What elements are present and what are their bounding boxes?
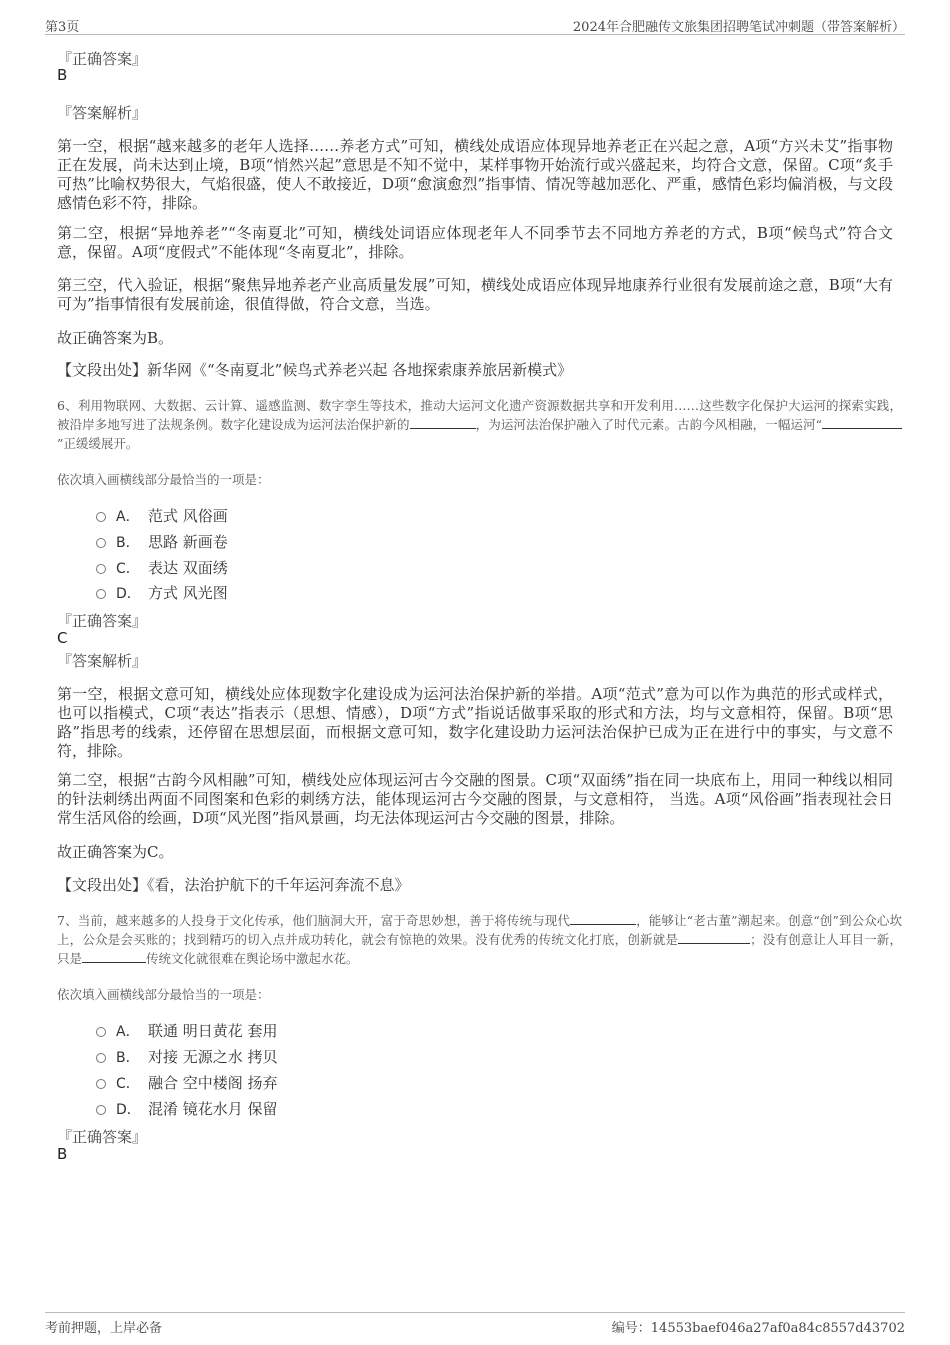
question-7-prompt: 依次填入画横线部分最恰当的一项是： bbox=[57, 987, 270, 1002]
explanation-paragraph: 第二空，根据“异地养老”“冬南夏北”可知，横线处词语应体现老年人不同季节去不同地方养老的方式，B项“候鸟式”符合文意，保留。A项“度假式”不能体现“冬南夏北”，排除。 bbox=[57, 224, 893, 261]
correct-answer: C bbox=[57, 629, 68, 647]
answer-label: 『正确答案』 bbox=[57, 612, 148, 630]
question-7-stem: 7、当前，越来越多的人投身于文化传承，他们脑洞大开，富于奇思妙想，善于将传统与现代 ，能够让“老古董”潮起来。创意“创”到公众心坎上，公众是会买账的；找到精巧的切入点并成功转化，就会有惊艳的效果。没有优秀的传统文化打底，创新就是 ；没有创意让人耳目一新，只是 传统文化就很难在舆论场中激起水花。 bbox=[57, 913, 902, 966]
page-footer bbox=[45, 1312, 905, 1337]
answer-label: 『正确答案』 bbox=[57, 1128, 148, 1146]
option-c[interactable]: C． 融合 空中楼阁 扬弃 bbox=[96, 1072, 278, 1092]
option-a[interactable]: A． 范式 风俗画 bbox=[96, 505, 228, 525]
page-header bbox=[45, 14, 905, 35]
conclusion: 故正确答案为B。 bbox=[57, 329, 174, 347]
explanation-paragraph: 第一空，根据文意可知，横线处应体现数字化建设成为运河法治保护新的举措。A项“范式”意为可以作为典范的形式或样式，也可以指模式，C项“表达”指表示（思想、情感），D项“方式”指说话做事采取的形式和方法，均与文意相符，保留。B项“思路”指思考的线索，还停留在思想层面，而根据文意可知，数字化建设助力运河法治保护已成为正在进行中的事实，与文意不符，排除。 bbox=[57, 685, 893, 760]
option-b[interactable]: B． 对接 无源之水 拷贝 bbox=[96, 1046, 278, 1066]
correct-answer: B bbox=[57, 66, 68, 84]
radio-icon[interactable] bbox=[96, 1105, 106, 1115]
document-title: 2024年合肥融传文旅集团招聘笔试冲刺题（带答案解析） bbox=[572, 20, 905, 35]
blank-line bbox=[678, 931, 750, 944]
option-a[interactable]: A． 联通 明日黄花 套用 bbox=[96, 1020, 278, 1040]
document-code: 编号：14553baef046a27af0a84c8557d43702 bbox=[611, 1321, 905, 1336]
option-d[interactable]: D． 混淆 镜花水月 保留 bbox=[96, 1098, 278, 1118]
question-6-prompt: 依次填入画横线部分最恰当的一项是： bbox=[57, 472, 270, 487]
source-citation: 【文段出处】新华网《“冬南夏北”候鸟式养老兴起 各地探索康养旅居新模式》 bbox=[57, 361, 573, 379]
footer-slogan: 考前押题，上岸必备 bbox=[45, 1321, 163, 1336]
correct-answer: B bbox=[57, 1145, 68, 1163]
radio-icon[interactable] bbox=[96, 1053, 106, 1063]
answer-label: 『正确答案』 bbox=[57, 50, 148, 68]
option-c[interactable]: C． 表达 双面绣 bbox=[96, 557, 228, 577]
blank-line bbox=[410, 416, 476, 429]
explanation-label: 『答案解析』 bbox=[57, 652, 148, 670]
blank-line bbox=[570, 912, 636, 925]
page-number: 第3页 bbox=[45, 20, 80, 35]
radio-icon[interactable] bbox=[96, 1027, 106, 1037]
question-6-stem: 6、利用物联网、大数据、云计算、遥感监测、数字孪生等技术，推动大运河文化遗产资源数据共享和开发利用……这些数字化保护大运河的探索实践，被沿岸多地写进了法规条例。数字化建设成为运河法治保护新的 ，为运河法治保护融入了时代元素。古韵今风相融，一幅运河“”正缓缓展开。 bbox=[57, 398, 902, 451]
explanation-label: 『答案解析』 bbox=[57, 104, 148, 122]
radio-icon[interactable] bbox=[96, 512, 106, 522]
explanation-paragraph: 第一空，根据“越来越多的老年人选择……养老方式”可知，横线处成语应体现异地养老正在兴起之意，A项“方兴未艾”指事物正在发展，尚未达到止境，B项“悄然兴起”意思是不知不觉中，某样事物开始流行或兴盛起来，均符合文意，保留。C项“炙手可热”比喻权势很大，气焰很盛，使人不敢接近，D项“愈演愈烈”指事情、情况等越加恶化、严重，感情色彩均偏消极，与文段感情色彩不符，排除。 bbox=[57, 137, 893, 212]
radio-icon[interactable] bbox=[96, 538, 106, 548]
radio-icon[interactable] bbox=[96, 564, 106, 574]
conclusion: 故正确答案为C。 bbox=[57, 843, 174, 861]
option-d[interactable]: D． 方式 风光图 bbox=[96, 582, 228, 602]
blank-line bbox=[822, 416, 902, 429]
source-citation: 【文段出处】《看，法治护航下的千年运河奔流不息》 bbox=[57, 876, 410, 894]
option-b[interactable]: B． 思路 新画卷 bbox=[96, 531, 228, 551]
explanation-paragraph: 第二空，根据“古韵今风相融”可知，横线处应体现运河古今交融的图景。C项“双面绣”指在同一块底布上，用同一种线以相同的针法刺绣出两面不同图案和色彩的刺绣方法，能体现运河古今交融的图景，与文意相符， 当选。A项“风俗画”指表现社会日常生活风俗的绘画，D项“风光图”指风景画，均无法体现运河古今交融的图景，排除。 bbox=[57, 771, 893, 827]
radio-icon[interactable] bbox=[96, 589, 106, 599]
radio-icon[interactable] bbox=[96, 1079, 106, 1089]
blank-line bbox=[82, 950, 146, 963]
explanation-paragraph: 第三空，代入验证，根据“聚焦异地养老产业高质量发展”可知，横线处成语应体现异地康养行业很有发展前途之意，B项“大有可为”指事情很有发展前途，很值得做，符合文意，当选。 bbox=[57, 276, 893, 313]
